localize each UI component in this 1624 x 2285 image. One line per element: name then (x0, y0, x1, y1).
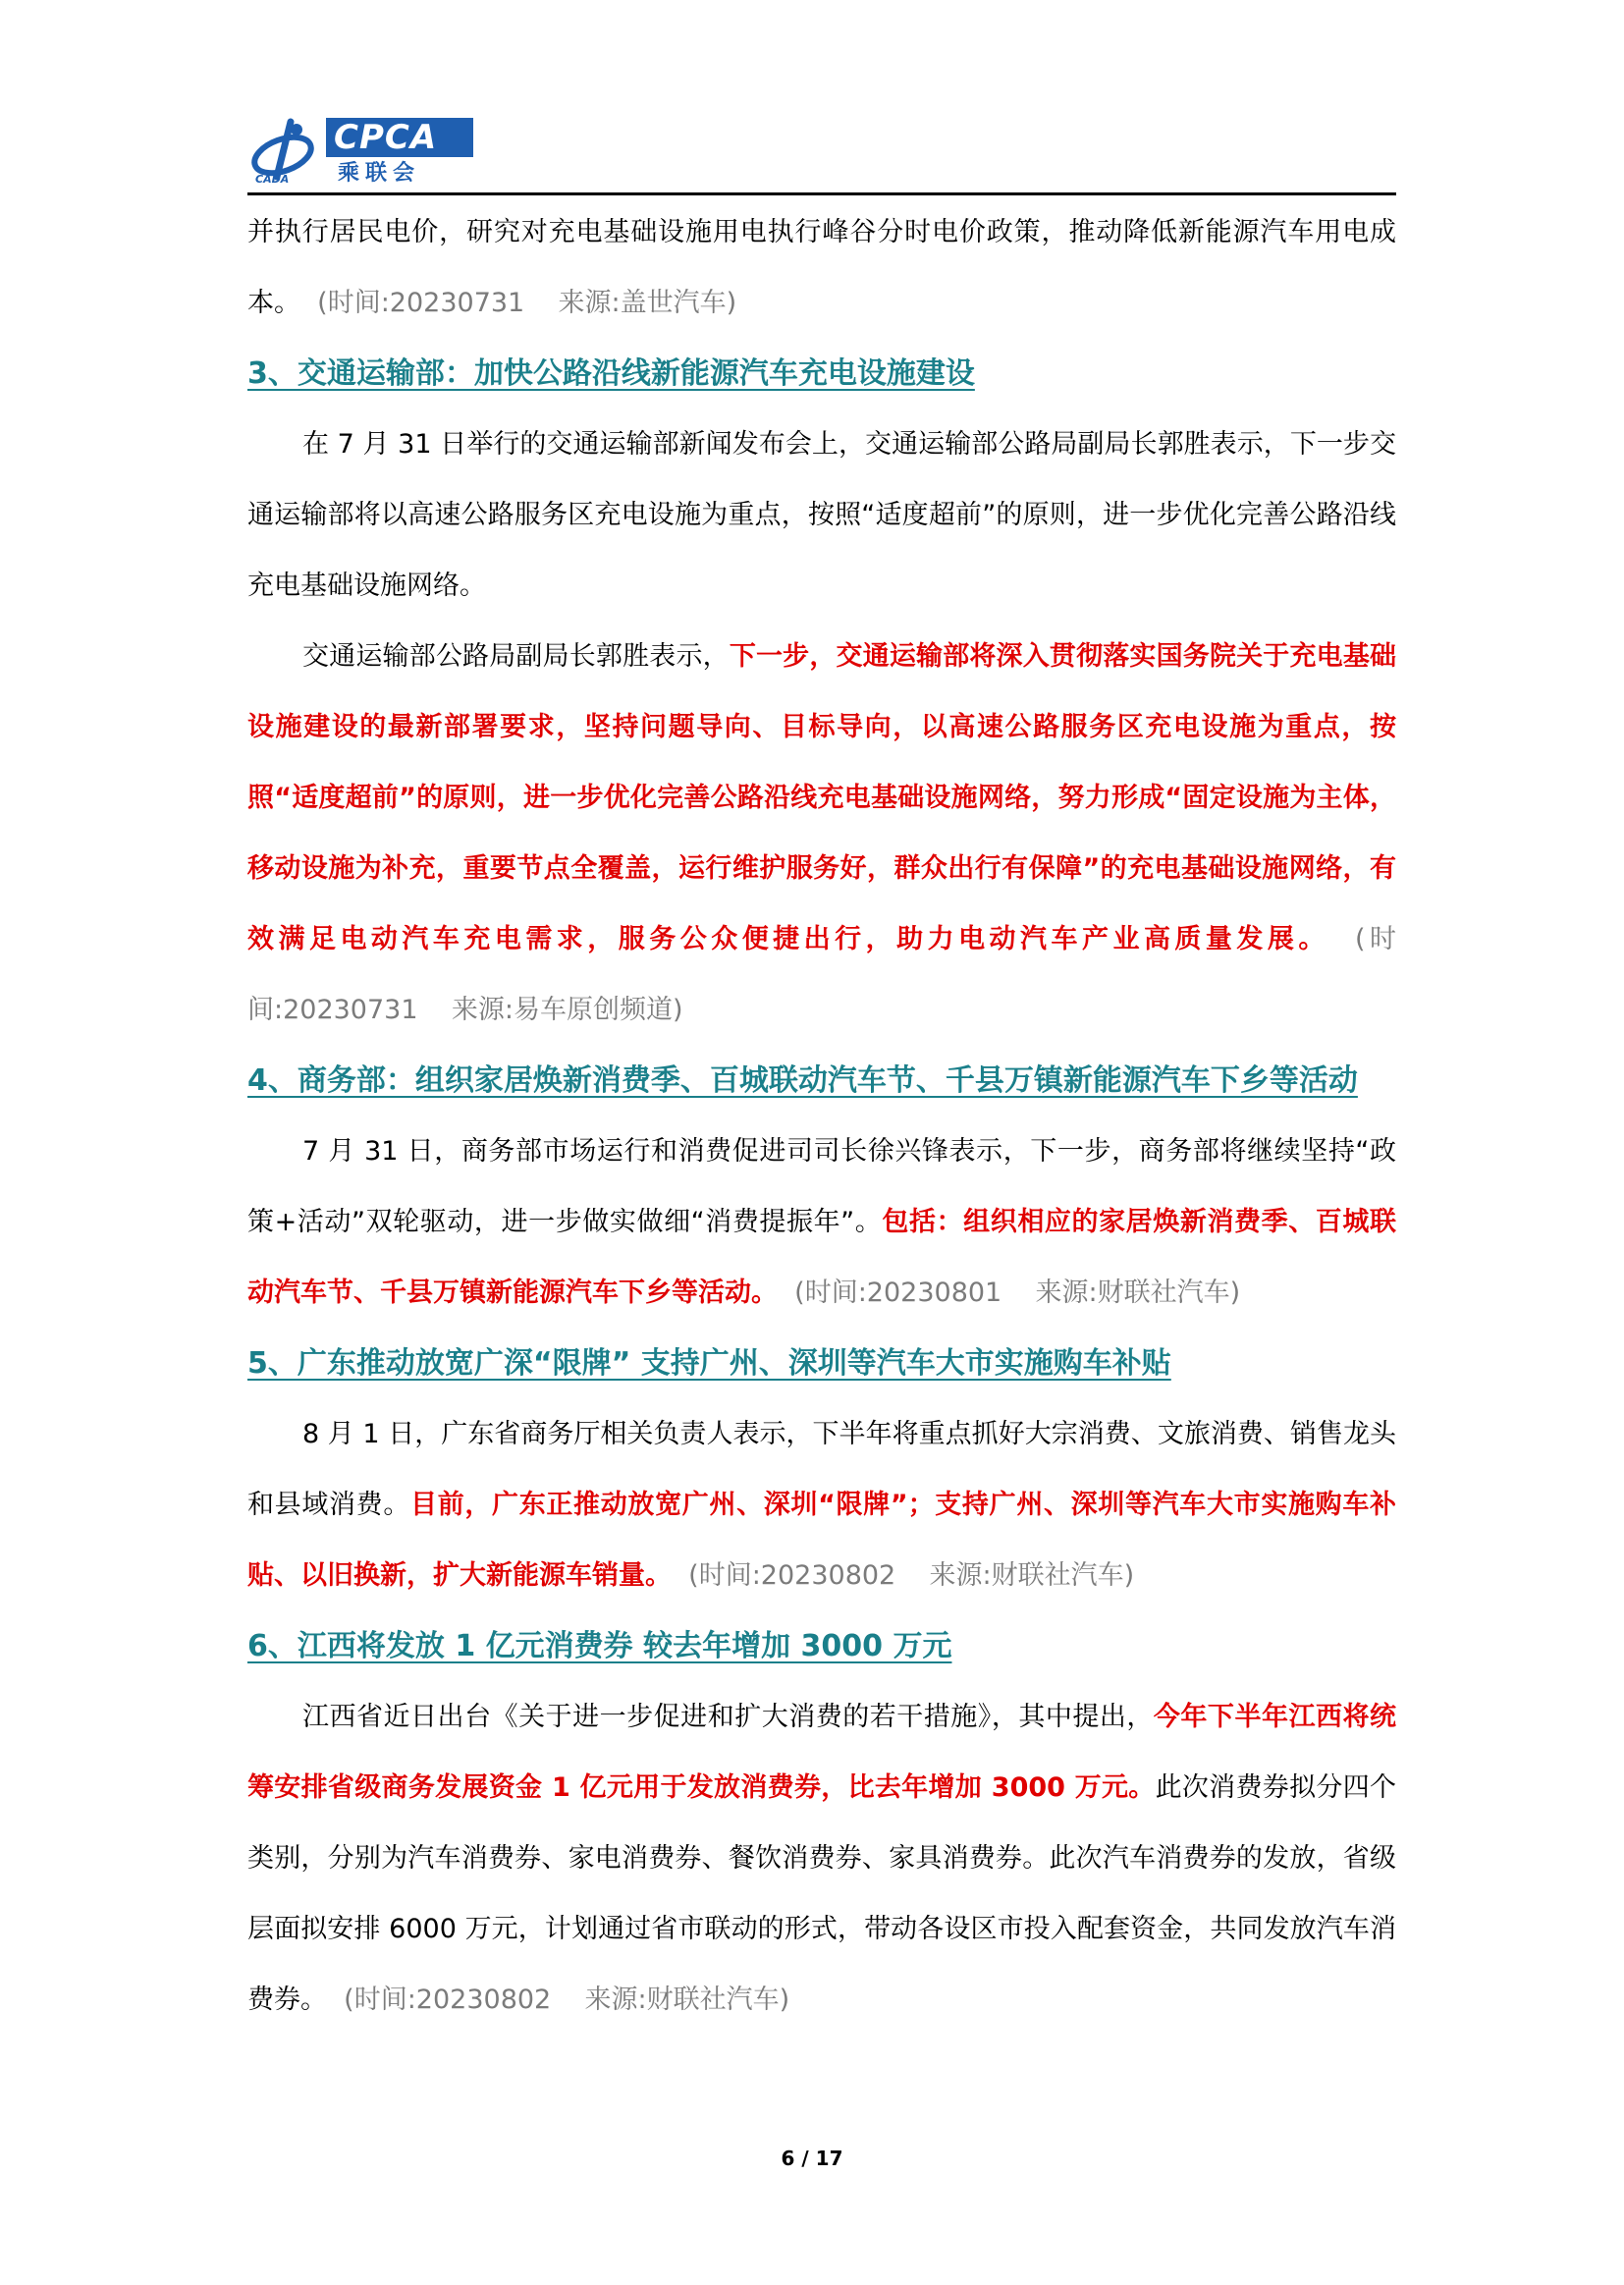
paragraph-3b (247, 622, 1396, 1046)
paragraph-text: 交通运输部公路局副局长郭胜表示， (302, 641, 730, 672)
paragraph-5 (247, 1399, 1396, 1611)
highlight-text: 目前，广东正推动放宽广州、深圳“限牌”；支持广州、深圳等汽车大市实施购车补贴、以旧换新，扩大新能源车销量。 (247, 1490, 1396, 1591)
header-rule (247, 192, 1396, 195)
section-heading-text: 6、江西将发放 1 亿元消费券 较去年增加 3000 万元 (247, 1629, 952, 1663)
cpca-logo (247, 110, 483, 190)
document-body (247, 197, 1396, 2036)
source-note: (时间:20230731 来源:盖世汽车) (317, 288, 737, 318)
paragraph-text: 江西省近日出台《关于进一步促进和扩大消费的若干措施》，其中提出， (302, 1702, 1154, 1732)
paragraph-4 (247, 1116, 1396, 1329)
section-heading-text: 3、交通运输部：加快公路沿线新能源汽车充电设施建设 (247, 356, 975, 391)
section-heading-text: 5、广东推动放宽广深“限牌” 支持广州、深圳等汽车大市实施购车补贴 (247, 1346, 1171, 1381)
highlight-text: 今年下半年江西将统筹安排省级商务发展资金 1 亿元用于发放消费券，比去年增加 3000 万元。 (247, 1702, 1397, 1803)
paragraph-text: 此次消费券拟分四个类别，分别为汽车消费券、家电消费券、餐饮消费券、家具消费券。此次汽车消费券的发放，省级层面拟安排 6000 万元，计划通过省市联动的形式，带动各设区市投入配套资金，共同发放汽车消费券。 (247, 1772, 1396, 2015)
highlight-text: 下一步，交通运输部将深入贯彻落实国务院关于充电基础设施建设的最新部署要求，坚持问题导向、目标导向，以高速公路服务区充电设施为重点，按照“适度超前”的原则，进一步优化完善公路沿线充电基础设施网络，努力形成“固定设施为主体，移动设施为补充，重要节点全覆盖，运行维护服务好，群众出行有保障”的充电基础设施网络，有效满足电动汽车充电需求，服务公众便捷出行，助力电动汽车产业高质量发展。 (247, 641, 1397, 954)
page-header (247, 110, 1396, 190)
logo-chinese-name: 乘联会 (338, 161, 421, 186)
logo-wordmark: CPCA (326, 118, 473, 157)
source-note: (时间:20230802 来源:财联社汽车) (344, 1985, 790, 2015)
highlight-text: 包括：组织相应的家居焕新消费季、百城联动汽车节、千县万镇新能源汽车下乡等活动。 (247, 1207, 1396, 1308)
paragraph-3a: 在 7 月 31 日举行的交通运输部新闻发布会上，交通运输部公路局副局长郭胜表示，下一步交通运输部将以高速公路服务区充电设施为重点，按照“适度超前”的原则，进一步优化完善公路沿线充电基础设施网络。 (247, 429, 1396, 601)
section-heading-5 (247, 1329, 1396, 1399)
source-note: (时间:20230801 来源:财联社汽车) (794, 1278, 1241, 1308)
logo-subtext: CADA (255, 173, 290, 186)
section-heading-4 (247, 1046, 1396, 1116)
page-number: 6 / 17 (781, 2147, 843, 2170)
source-note: (时间:20230802 来源:财联社汽车) (688, 1560, 1135, 1591)
section-heading-text: 4、商务部：组织家居焕新消费季、百城联动汽车节、千县万镇新能源汽车下乡等活动 (247, 1063, 1358, 1098)
paragraph-text: 并执行居民电价，研究对充电基础设施用电执行峰谷分时电价政策，推动降低新能源汽车用电成本。 (247, 217, 1396, 318)
section-heading-3 (247, 339, 1396, 409)
section-heading-6 (247, 1611, 1396, 1682)
paragraph-continued (247, 197, 1396, 339)
paragraph-text: 7 月 31 日，商务部市场运行和消费促进司司长徐兴锋表示，下一步，商务部将继续坚持“政策+活动”双轮驱动，进一步做实做细“消费提振年”。 (247, 1136, 1396, 1237)
paragraph-6 (247, 1682, 1396, 2036)
paragraph-text: 8 月 1 日，广东省商务厅相关负责人表示，下半年将重点抓好大宗消费、文旅消费、销售龙头和县域消费。 (247, 1419, 1396, 1520)
source-note: (时间:20230731 来源:易车原创频道) (247, 924, 1396, 1025)
